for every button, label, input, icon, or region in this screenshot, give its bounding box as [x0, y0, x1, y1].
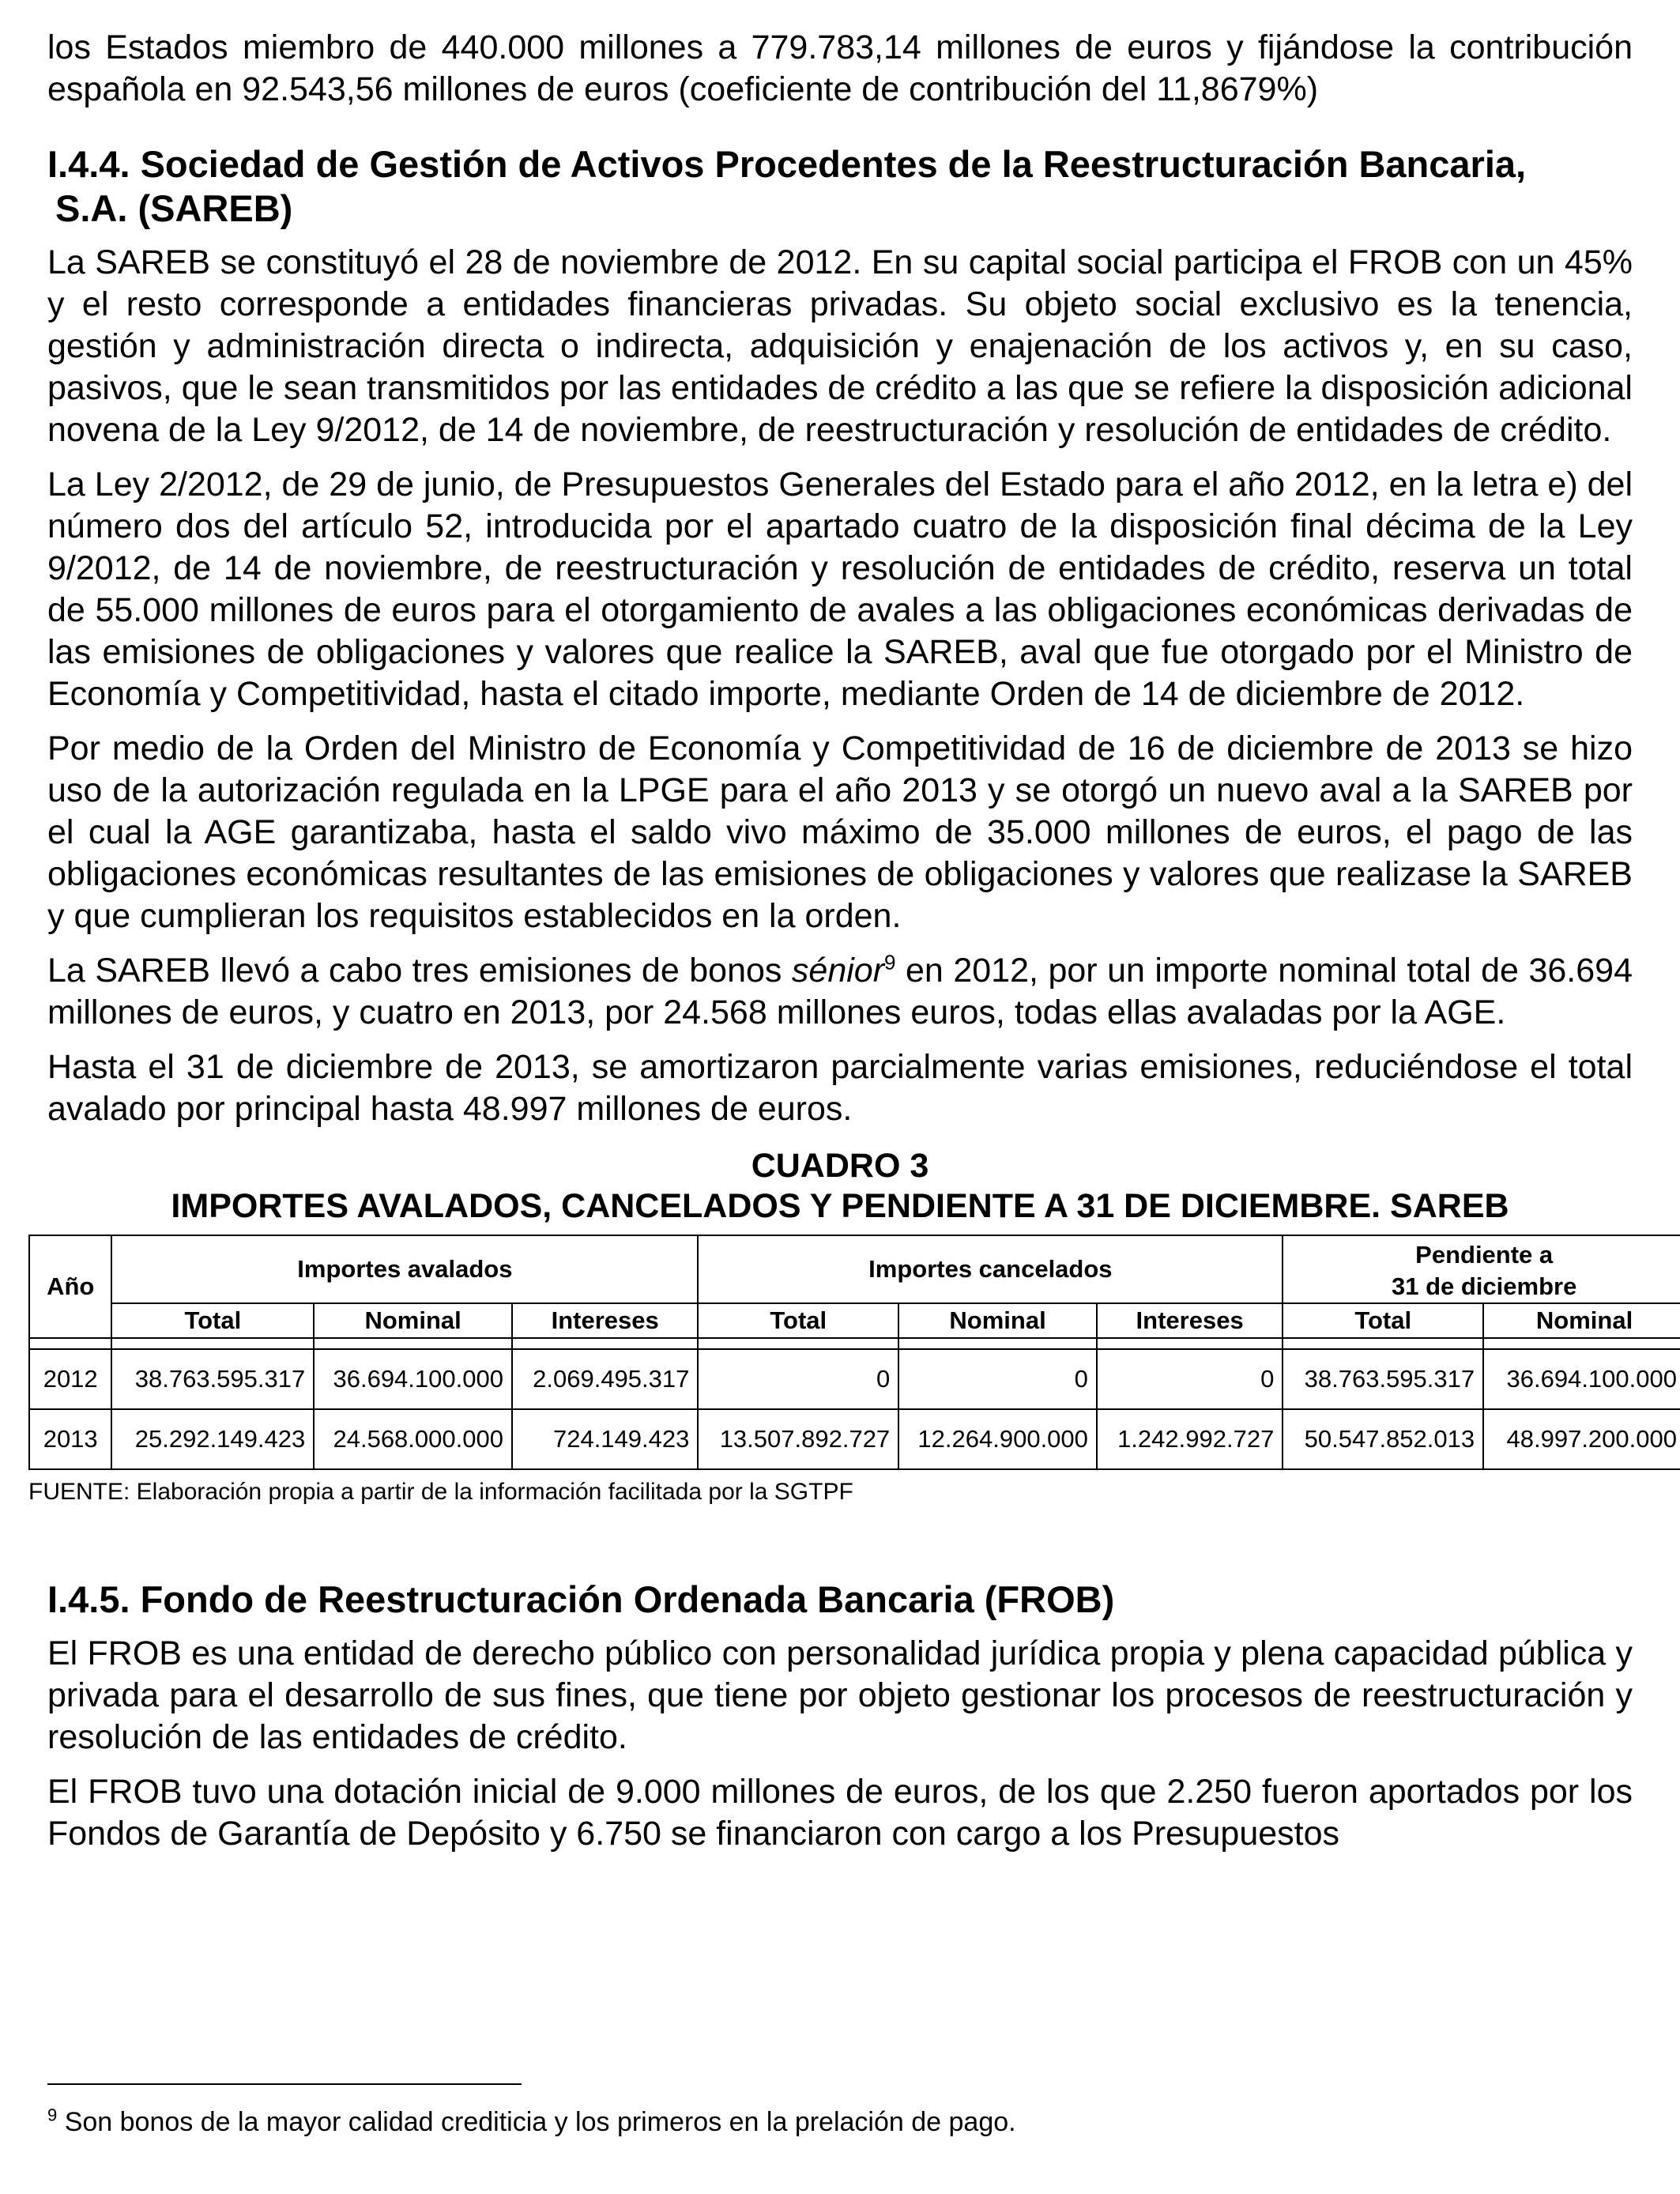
- sareb-table: [28, 1235, 1680, 1470]
- footnote-reference[interactable]: 9: [884, 950, 896, 974]
- intro-paragraph: los Estados miembro de 440.000 millones a 779.783,14 millones de euros y fijándose la contribución española en 92.543,56 millones de euros (coeficiente de contribución del 11,8679%): [47, 28, 1633, 108]
- subheader-nominal: Nominal: [1483, 1303, 1680, 1338]
- subheader-intereses: Intereses: [512, 1303, 698, 1338]
- header-pendiente-line1: Pendiente a: [1415, 1241, 1554, 1269]
- section-heading-line1: I.4.4. Sociedad de Gestión de Activos Procedentes de la Reestructuración Bancaria,: [47, 143, 1527, 185]
- table-cell: 38.763.595.317: [111, 1349, 314, 1409]
- subheader-total: Total: [1283, 1303, 1483, 1338]
- table-cell: 24.568.000.000: [314, 1409, 512, 1469]
- table-cell: 36.694.100.000: [314, 1349, 512, 1409]
- sareb-paragraph-2: La Ley 2/2012, de 29 de junio, de Presupuestos Generales del Estado para el año 2012, en la letra e) del número dos del artículo 52, introducida por el apartado cuatro de la disposición final décima de la Ley 9/2012, de 14 de noviembre, de reestructuración y resolución de entidades de crédito, reserva un total de 55.000 millones de euros para el otorgamiento de avales a las obligaciones económicas derivadas de las emisiones de obligaciones y valores que realice la SAREB, aval que fue otorgado por el Ministro de Economía y Competitividad, hasta el citado importe, mediante Orden de 14 de diciembre de 2012.: [47, 466, 1633, 713]
- subheader-total: Total: [698, 1303, 898, 1338]
- section-heading-line2: S.A. (SAREB): [55, 187, 293, 229]
- subheader-nominal: Nominal: [314, 1303, 512, 1338]
- footnote-number: 9: [47, 2105, 58, 2125]
- footnote-separator: [47, 2083, 522, 2085]
- table-cell: 724.149.423: [512, 1409, 698, 1469]
- table-row: [29, 1409, 1680, 1469]
- table-cell: 0: [1097, 1349, 1283, 1409]
- table-row: [29, 1349, 1680, 1409]
- cell-year: 2013: [29, 1409, 111, 1469]
- header-pendiente-line2: 31 de diciembre: [1391, 1272, 1577, 1300]
- header-group-cancelados: Importes cancelados: [698, 1235, 1283, 1303]
- table-cell: 13.507.892.727: [698, 1409, 898, 1469]
- document-page: [28, 27, 1677, 1868]
- table-caption-number: CUADRO 3: [751, 1147, 929, 1185]
- subheader-total: Total: [111, 1303, 314, 1338]
- table-cell: 25.292.149.423: [111, 1409, 314, 1469]
- subheader-intereses: Intereses: [1097, 1303, 1283, 1338]
- p4-text-before: La SAREB llevó a cabo tres emisiones de bonos: [47, 952, 792, 990]
- table-caption: [47, 1146, 1633, 1227]
- table-cell: 12.264.900.000: [898, 1409, 1097, 1469]
- sareb-paragraph-1: La SAREB se constituyó el 28 de noviembre de 2012. En su capital social participa el FROB con un 45% y el resto corresponde a entidades financieras privadas. Su objeto social exclusivo es la tenencia, gestión y administración directa o indirecta, adquisición y enajenación de los activos y, en su caso, pasivos, que le sean transmitidos por las entidades de crédito a las que se refiere la disposición adicional novena de la Ley 9/2012, de 14 de noviembre, de reestructuración y resolución de entidades de crédito.: [47, 243, 1633, 449]
- p4-text-after: en 2012, por un importe nominal total de 36.694 millones de euros, y cuatro en 2013, por 24.568 millones euros, todas ellas avaladas por la AGE.: [47, 952, 1633, 1031]
- sareb-paragraph-3: Por medio de la Orden del Ministro de Economía y Competitividad de 16 de diciembre de 2013 se hizo uso de la autorización regulada en la LPGE para el año 2013 y se otorgó un nuevo aval a la SAREB por el cual la AGE garantizaba, hasta el saldo vivo máximo de 35.000 millones de euros, el pago de las obligaciones económicas resultantes de las emisiones de obligaciones y valores que realizase la SAREB y que cumplieran los requisitos establecidos en la orden.: [47, 729, 1633, 935]
- table-cell: 0: [898, 1349, 1097, 1409]
- footnote: [47, 2105, 1016, 2139]
- footnote-text: Son bonos de la mayor calidad crediticia y los primeros en la prelación de pago.: [57, 2107, 1016, 2137]
- table-source: FUENTE: Elaboración propia a partir de la información facilitada por la SGTPF: [28, 1479, 853, 1505]
- cell-year: 2012: [29, 1349, 111, 1409]
- table-spacer-row: [29, 1338, 1680, 1349]
- sareb-paragraph-4: [47, 950, 1633, 1034]
- section-heading-sareb: [47, 142, 1633, 231]
- header-group-avalados: Importes avalados: [111, 1235, 698, 1303]
- table-cell: 0: [698, 1349, 898, 1409]
- header-group-pendiente: [1283, 1235, 1680, 1303]
- table-caption-title: IMPORTES AVALADOS, CANCELADOS Y PENDIENTE A 31 DE DICIEMBRE. SAREB: [171, 1187, 1509, 1225]
- table-cell: 1.242.992.727: [1097, 1409, 1283, 1469]
- subheader-nominal: Nominal: [898, 1303, 1097, 1338]
- section-heading-frob: I.4.5. Fondo de Reestructuración Ordenada Bancaria (FROB): [47, 1578, 1115, 1620]
- p4-italic-term: sénior: [791, 952, 885, 990]
- table-cell: 48.997.200.000: [1483, 1409, 1680, 1469]
- table-cell: 2.069.495.317: [512, 1349, 698, 1409]
- table-cell: 36.694.100.000: [1483, 1349, 1680, 1409]
- frob-paragraph-2: El FROB tuvo una dotación inicial de 9.000 millones de euros, de los que 2.250 fueron aportados por los Fondos de Garantía de Depósito y 6.750 se financiaron con cargo a los Presupuestos: [47, 1773, 1633, 1853]
- sareb-paragraph-5: Hasta el 31 de diciembre de 2013, se amortizaron parcialmente varias emisiones, reduciéndose el total avalado por principal hasta 48.997 millones de euros.: [47, 1048, 1633, 1128]
- header-year: Año: [29, 1235, 111, 1338]
- table-cell: 38.763.595.317: [1283, 1349, 1483, 1409]
- table-cell: 50.547.852.013: [1283, 1409, 1483, 1469]
- frob-paragraph-1: El FROB es una entidad de derecho público con personalidad jurídica propia y plena capacidad pública y privada para el desarrollo de sus fines, que tiene por objeto gestionar los procesos de reestructuración y resolución de las entidades de crédito.: [47, 1634, 1633, 1756]
